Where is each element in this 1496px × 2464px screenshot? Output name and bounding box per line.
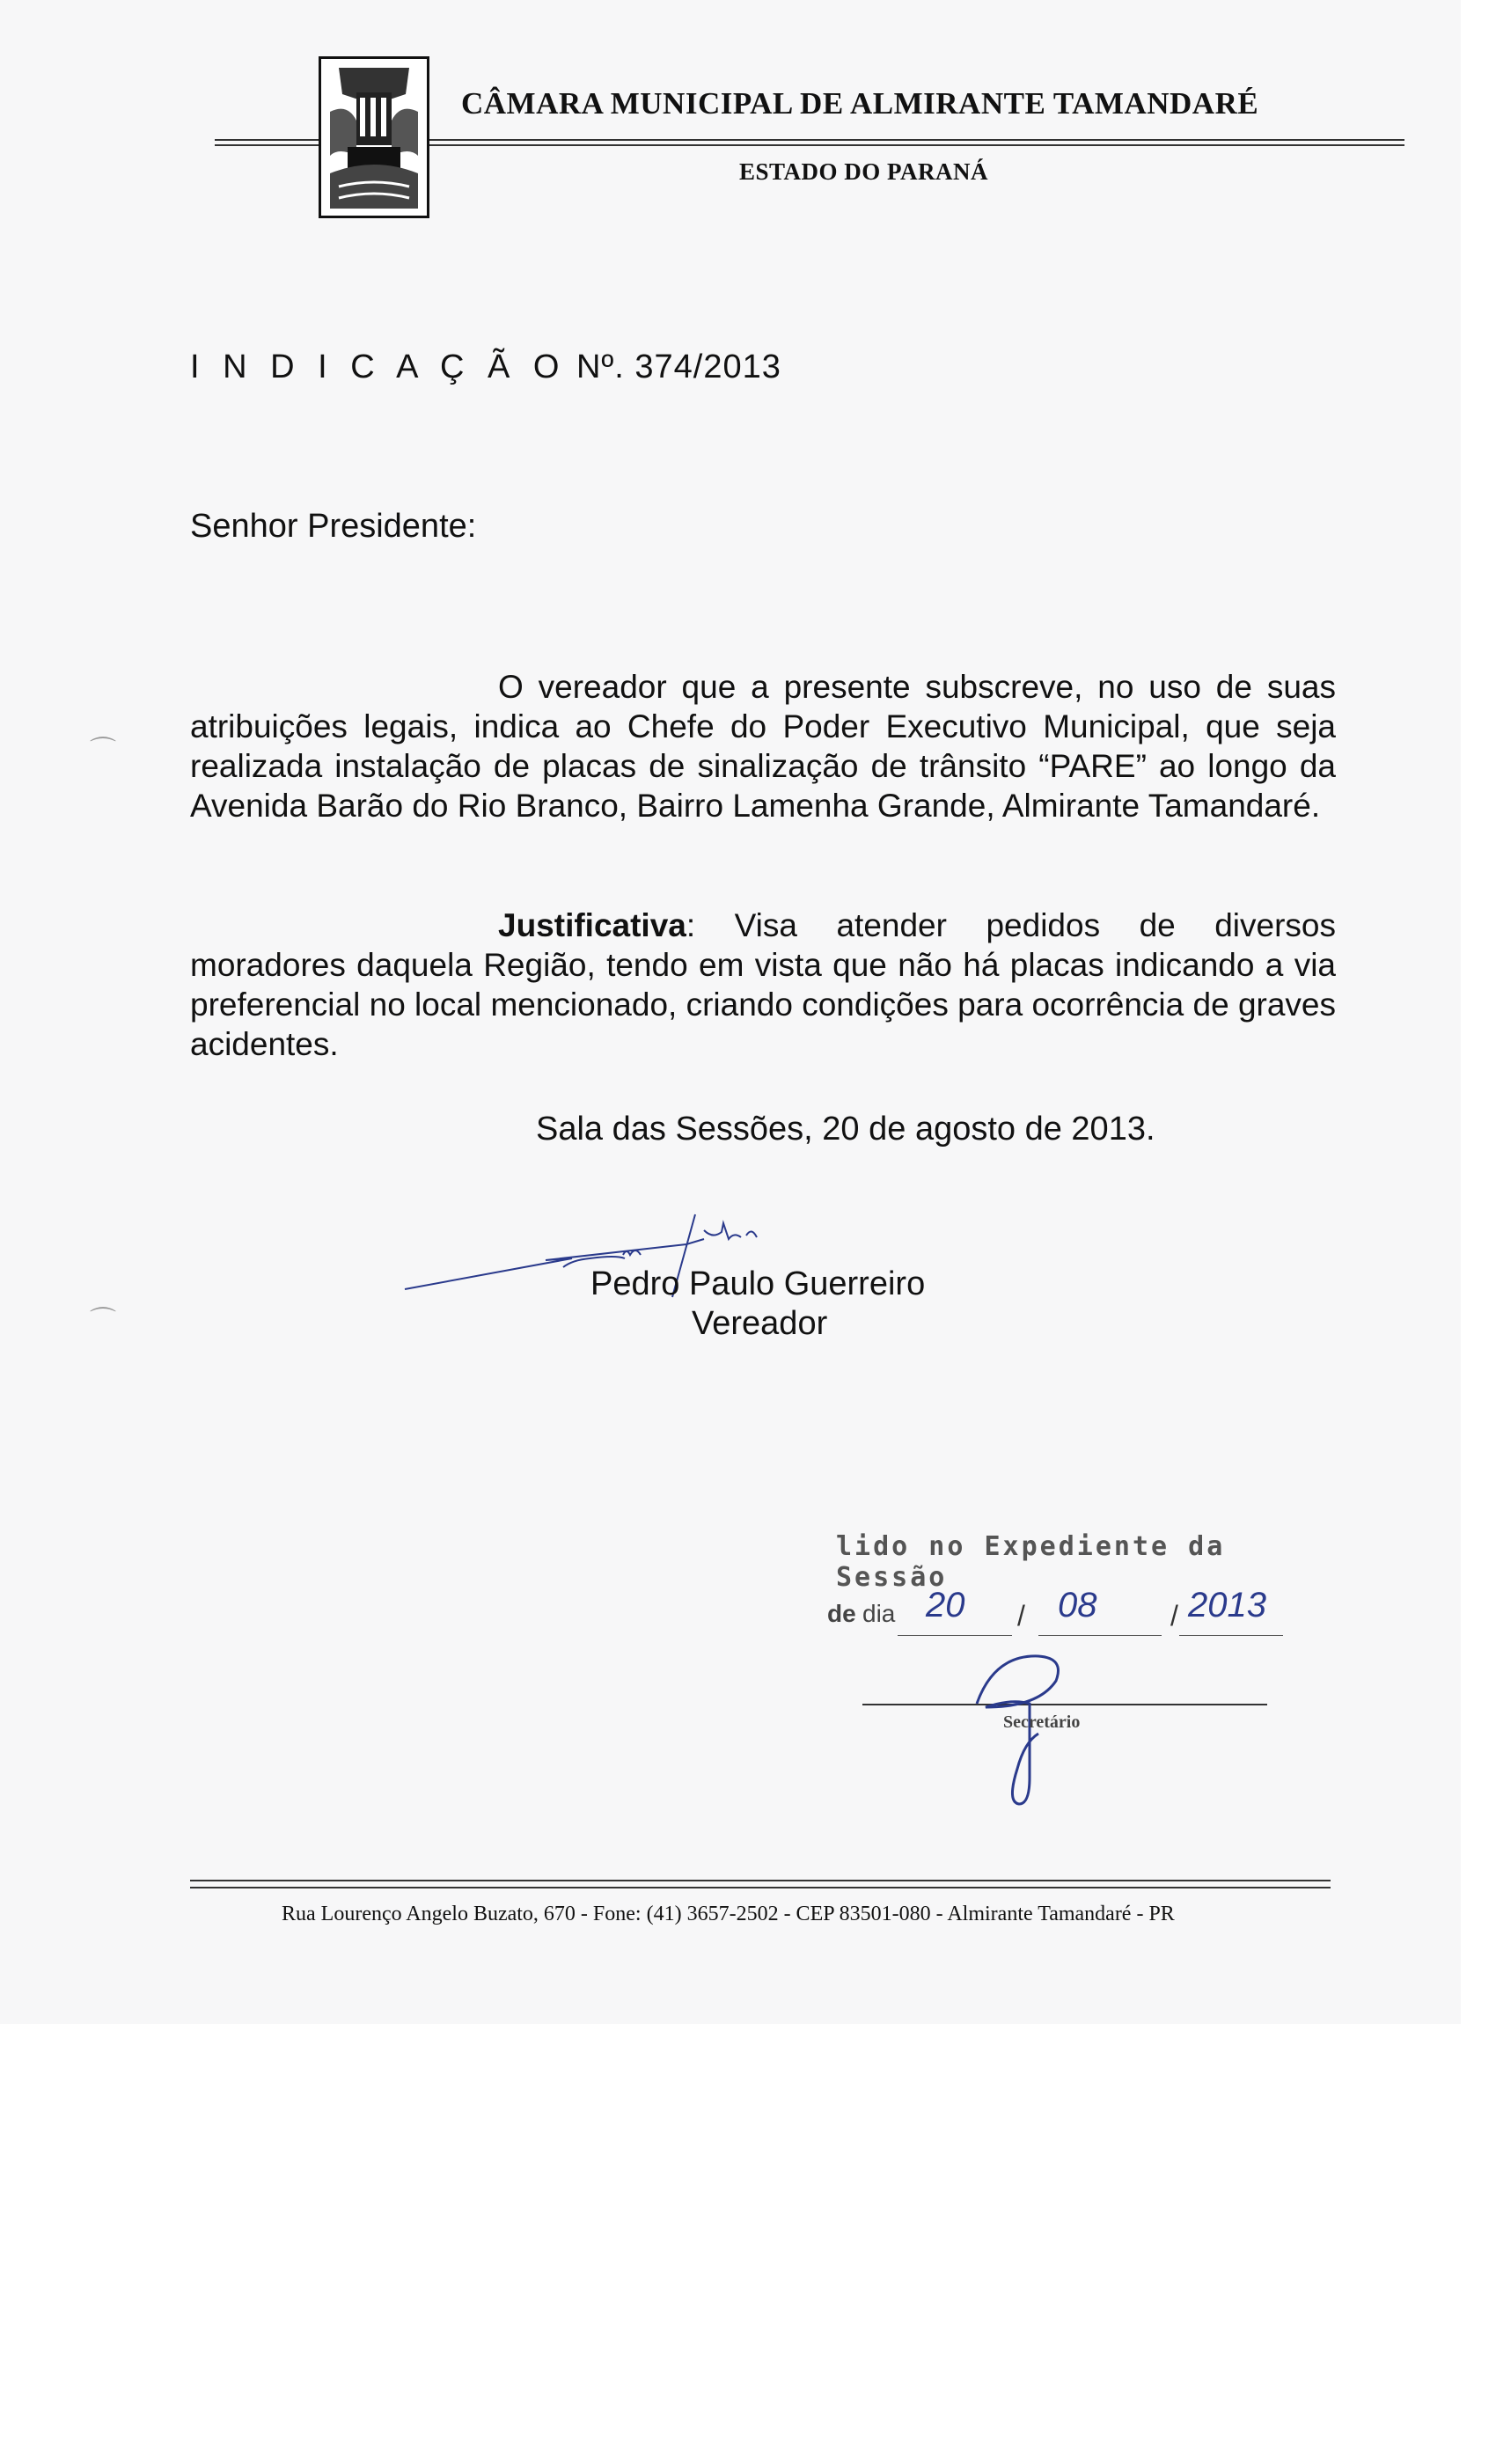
stamp-dia-label: dia: [862, 1600, 896, 1627]
margin-mark: ⌒: [90, 1307, 116, 1336]
document-title-label: I N D I C A Ç Ã O: [190, 348, 567, 385]
footer-address: Rua Lourenço Angelo Buzato, 670 - Fone: (41) 3657-2502 - CEP 83501-080 - Almirante Tamandaré - PR: [282, 1903, 1175, 1925]
stamp-slash-2: /: [1170, 1600, 1178, 1632]
session-stamp: [827, 1531, 1320, 1822]
stamp-month: 08: [1058, 1586, 1097, 1624]
document-title: [190, 348, 781, 386]
footer-rule-2: [190, 1887, 1331, 1888]
header-rule-right-2: [429, 144, 1404, 146]
organization-state: ESTADO DO PARANÁ: [739, 158, 989, 185]
stamp-text: lido no Expediente da Sessão: [836, 1531, 1226, 1593]
header-rule-left-2: [215, 144, 319, 146]
salutation: Senhor Presidente:: [190, 508, 477, 545]
closing-line: Sala das Sessões, 20 de agosto de 2013.: [536, 1111, 1155, 1148]
stamp-month-underline: [1038, 1635, 1162, 1636]
stamp-year: 2013: [1188, 1586, 1266, 1624]
document-number: Nº. 374/2013: [576, 348, 781, 385]
justification-text: : Visa atender pedidos de diversos moradores daquela Região, tendo em vista que não há placas indicando a via preferencial no local mencionado, criando condições para ocorrência de graves acidentes.: [190, 907, 1336, 1062]
municipal-crest-icon: [319, 56, 429, 218]
stamp-day: 20: [926, 1586, 965, 1624]
indication-paragraph: [190, 667, 1336, 825]
stamp-slash-1: /: [1017, 1600, 1025, 1632]
organization-name: CÂMARA MUNICIPAL DE ALMIRANTE TAMANDARÉ: [461, 86, 1259, 121]
stamp-year-underline: [1179, 1635, 1283, 1636]
margin-mark: ⌒: [90, 737, 116, 766]
justification-label: Justificativa: [498, 907, 686, 943]
signer-name: Pedro Paulo Guerreiro: [590, 1265, 926, 1302]
stamp-day-underline: [898, 1635, 1012, 1636]
header-rule-right: [429, 139, 1404, 141]
justification-paragraph: [190, 906, 1336, 1064]
indication-text: O vereador que a presente subscreve, no uso de suas atribuições legais, indica ao Chefe do Poder Executivo Municipal, que seja realizada instalação de placas de sinalização de trânsito “PARE” ao longo da Avenida Barão do Rio Branco, Bairro Lamenha Grande, Almirante Tamandaré.: [190, 669, 1336, 824]
footer-rule-1: [190, 1880, 1331, 1881]
header-rule-left: [215, 139, 319, 141]
signer-role: Vereador: [692, 1305, 828, 1342]
stamp-role: Secretário: [1003, 1712, 1081, 1732]
stamp-prefix: de: [827, 1600, 856, 1627]
